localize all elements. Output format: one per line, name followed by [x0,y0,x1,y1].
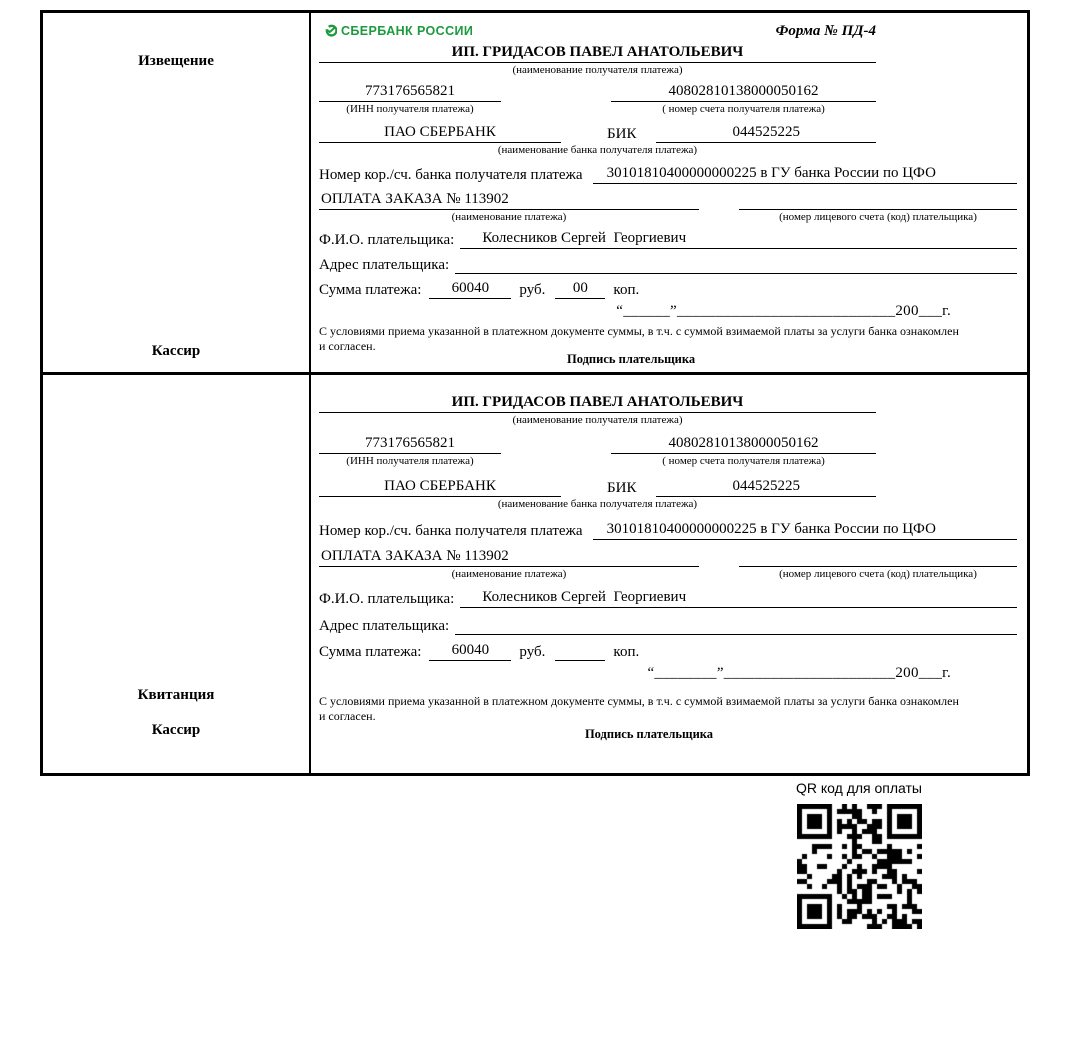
sum-rub-value: 60040 [429,642,511,661]
notice-label: Извещение [138,53,214,69]
receipt-label: Квитанция [137,687,215,703]
notice-cashier-label: Кассир [151,343,201,359]
inn-caption: (ИНН получателя платежа) [346,455,474,467]
signature-label: Подпись плательщика [567,352,696,366]
account-value: 40802810138000050162 [611,83,876,102]
personal-account-caption: (номер лицевого счета (код) плательщика) [779,568,977,580]
payer-name-label: Ф.И.О. плательщика: [319,232,455,248]
receipt-content [311,375,1027,773]
payer-address-row [319,255,1017,274]
corr-label: Номер кор./сч. банка получателя платежа [319,523,583,539]
payer-name-label: Ф.И.О. плательщика: [319,591,455,607]
payer-name-value: Колесников Сергей Георгиевич [460,589,1017,608]
account-caption: ( номер счета получателя платежа) [662,103,825,115]
corr-account-row [319,521,1017,540]
purpose-caption: (наименование платежа) [451,211,567,223]
signature-label: Подпись плательщика [584,727,714,741]
sum-row [319,642,1017,661]
purpose-captions [319,210,1017,224]
bank-name: ПАО СБЕРБАНК [319,124,561,143]
account-caption: ( номер счета получателя платежа) [662,455,825,467]
bik-value: 044525225 [656,478,876,497]
receipt-cashier-label: Кассир [151,722,201,738]
bik-value: 044525225 [656,124,876,143]
bik-label: БИК [607,126,637,142]
qr-code-image [797,804,922,929]
corr-value: 30101810400000000225 в ГУ банка России по ЦФО [593,521,1017,540]
payer-address-label: Адрес плательщика: [319,257,450,273]
purpose-row [319,548,1017,567]
agreement-text: С условиями приема указанной в платежном документе суммы, в т.ч. с суммой взимаемой платы за услуги банка ознакомлен и согласен. [319,324,959,353]
rub-label: руб. [519,282,546,298]
bank-caption: (наименование банка получателя платежа) [497,144,698,156]
sberbank-logo [323,24,473,38]
qr-label: QR код для оплаты [795,780,922,796]
personal-account-blank [739,548,1017,567]
payer-address-blank [455,616,1017,635]
inn-account-row [319,83,876,102]
sum-label: Сумма платежа: [319,282,422,298]
sum-kop-value: 00 [555,280,605,299]
bank-caption: (наименование банка получателя платежа) [497,498,698,510]
inn-caption: (ИНН получателя платежа) [346,103,474,115]
payer-name-row [319,589,1017,608]
sberbank-logo-text: СБЕРБАНК РОССИИ [341,24,474,38]
corr-value: 30101810400000000225 в ГУ банка России по ЦФО [593,165,1017,184]
notice-content [311,13,1027,372]
payer-address-label: Адрес плательщика: [319,618,450,634]
receipt-section [43,375,1027,773]
date-line: “________”______________________200___г. [647,665,951,681]
rub-label: руб. [519,644,546,660]
sum-label: Сумма платежа: [319,644,422,660]
payer-name-row [319,230,1017,249]
payee-caption: (наименование получателя платежа) [512,414,683,426]
notice-header-row [319,20,876,42]
purpose-captions [319,567,1017,581]
personal-account-caption: (номер лицевого счета (код) плательщика) [779,211,977,223]
payer-name-value: Колесников Сергей Георгиевич [460,230,1017,249]
purpose-row [319,191,1017,210]
account-value: 40802810138000050162 [611,435,876,454]
purpose-value: ОПЛАТА ЗАКАЗА № 113902 [319,548,699,567]
inn-account-captions [319,102,876,116]
qr-payment-block [783,780,935,929]
payee-name: ИП. ГРИДАСОВ ПАВЕЛ АНАТОЛЬЕВИЧ [319,44,876,63]
notice-side-cell [43,13,311,372]
notice-section [43,13,1027,375]
bank-row [319,124,876,143]
bank-row [319,478,876,497]
sum-row [319,280,1017,299]
payee-caption: (наименование получателя платежа) [512,64,683,76]
inn-value: 773176565821 [319,435,501,454]
agreement-text: С условиями приема указанной в платежном документе суммы, в т.ч. с суммой взимаемой платы за услуги банка ознакомлен и согласен. [319,694,959,723]
sberbank-logo-icon [323,24,337,38]
receipt-side-cell [43,375,311,773]
corr-account-row [319,165,1017,184]
inn-value: 773176565821 [319,83,501,102]
kop-label: коп. [613,282,640,298]
bank-name: ПАО СБЕРБАНК [319,478,561,497]
bik-label: БИК [607,480,637,496]
sum-rub-value: 60040 [429,280,511,299]
payee-name: ИП. ГРИДАСОВ ПАВЕЛ АНАТОЛЬЕВИЧ [319,394,876,413]
purpose-caption: (наименование платежа) [451,568,567,580]
inn-account-captions [319,454,876,468]
date-line: “______”____________________________200___г. [616,303,951,319]
purpose-value: ОПЛАТА ЗАКАЗА № 113902 [319,191,699,210]
payment-form-pd4 [40,10,1030,776]
corr-label: Номер кор./сч. банка получателя платежа [319,167,583,183]
inn-account-row [319,435,876,454]
kop-label: коп. [613,644,640,660]
sum-kop-value [555,642,605,661]
personal-account-blank [739,191,1017,210]
payer-address-row [319,616,1017,635]
payer-address-blank [455,255,1017,274]
form-number: Форма № ПД-4 [775,22,876,39]
